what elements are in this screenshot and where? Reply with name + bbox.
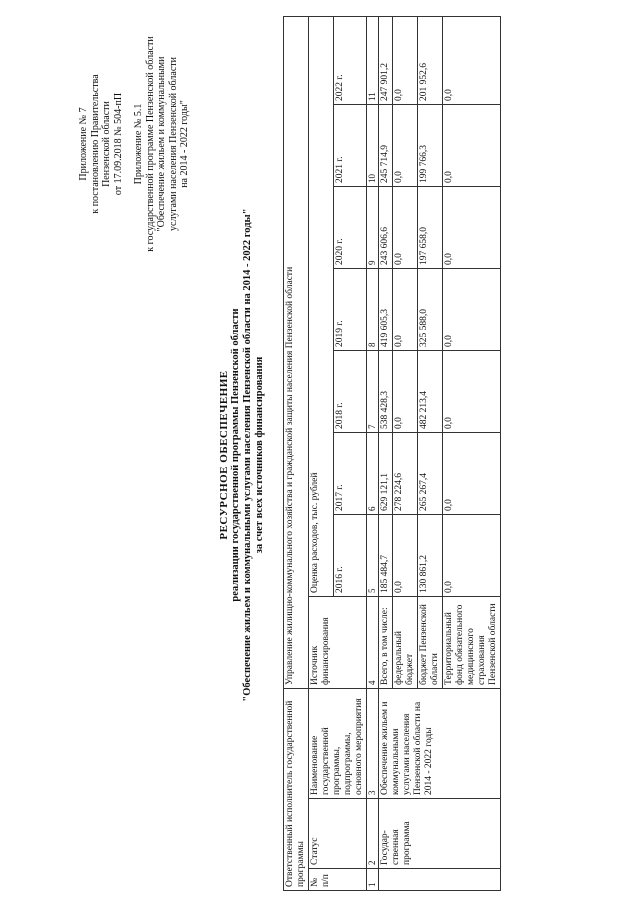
value-cell: 0,0: [393, 350, 418, 432]
value-cell: 201 952,6: [418, 16, 443, 104]
appendix-line: на 2014 - 2022 годы": [179, 100, 190, 188]
document-title: РЕСУРСНОЕ ОБЕСПЕЧЕНИЕ: [218, 370, 230, 540]
table-row: [379, 16, 393, 890]
year-header: 2019 г.: [334, 268, 367, 350]
year-header: 2022 г.: [334, 16, 367, 104]
col-number: 4: [367, 596, 379, 688]
value-cell: 0,0: [393, 514, 418, 596]
appendix-line: к государственной программе Пензенской области: [144, 36, 156, 252]
value-cell: 130 861,2: [418, 514, 443, 596]
col-number: 3: [367, 688, 379, 798]
col-header-source: Источник финансирования: [309, 596, 367, 688]
appendix-line: Приложение № 7: [78, 107, 89, 181]
value-cell: 247 901,2: [379, 16, 393, 104]
value-cell: 0,0: [443, 350, 501, 432]
value-cell: 0,0: [443, 104, 501, 186]
heading-line: за счет всех источников финансирования: [254, 356, 265, 554]
col-number: 9: [367, 186, 379, 268]
col-number: 8: [367, 268, 379, 350]
col-number: 10: [367, 104, 379, 186]
col-header-no: № п/п: [309, 869, 367, 891]
heading-line: реализации государственной программы Пензенской области: [230, 308, 241, 602]
col-number: 6: [367, 432, 379, 514]
value-cell: 0,0: [393, 16, 418, 104]
source-label: федеральный бюджет: [393, 596, 418, 688]
value-cell: 265 267,4: [418, 432, 443, 514]
appendix-line: Пензенской области: [101, 101, 112, 187]
col-header-status: Статус: [309, 799, 367, 869]
executor-label: Ответственный исполнитель государственной программы: [284, 688, 309, 890]
appendix-line: от 17.09.2018 № 504-пП: [112, 92, 124, 196]
source-label: Территориальный фонд обязательного медицинского страхования Пензенской области: [443, 596, 501, 688]
value-cell: 199 766,3: [418, 104, 443, 186]
value-cell: 0,0: [443, 514, 501, 596]
row-number-cell: [379, 869, 501, 891]
value-cell: 538 428,3: [379, 350, 393, 432]
executor-value: Управление жилищно-коммунального хозяйства и гражданской защиты населения Пензенской области: [284, 16, 309, 688]
appendix-line: Приложение № 5.1: [133, 103, 144, 185]
value-cell: 0,0: [443, 268, 501, 350]
col-number: 2: [367, 799, 379, 869]
value-cell: 325 588,0: [418, 268, 443, 350]
value-cell: 0,0: [443, 186, 501, 268]
col-number: 1: [367, 869, 379, 891]
resource-table: [283, 16, 501, 891]
appendix-line: "Обеспечение жильем и коммунальными: [156, 56, 167, 232]
col-number: 5: [367, 514, 379, 596]
col-number: 11: [367, 16, 379, 104]
status-cell: Государ-ственная программа: [379, 799, 501, 869]
year-header: 2020 г.: [334, 186, 367, 268]
col-header-name: Наименование государственной программы, подпрограммы, основного мероприятия: [309, 688, 367, 798]
value-cell: 0,0: [393, 104, 418, 186]
col-number: 7: [367, 350, 379, 432]
value-cell: 185 484,7: [379, 514, 393, 596]
year-header: 2018 г.: [334, 350, 367, 432]
value-cell: 0,0: [393, 186, 418, 268]
year-header: 2016 г.: [334, 514, 367, 596]
document-heading: [218, 125, 266, 785]
value-cell: 482 213,4: [418, 350, 443, 432]
heading-line: "Обеспечение жильем и коммунальными услугами населения Пензенской области на 2014 - 2022 годы": [242, 208, 253, 702]
value-cell: 0,0: [393, 268, 418, 350]
value-cell: 243 606,6: [379, 186, 393, 268]
value-cell: 419 605,3: [379, 268, 393, 350]
appendix-line: к постановлению Правительства: [89, 74, 101, 214]
value-cell: 278 224,6: [393, 432, 418, 514]
value-cell: 0,0: [443, 16, 501, 104]
program-name-cell: Обеспечение жильем и коммунальными услугами населения Пензенской области на 2014 - 2022 годы: [379, 688, 501, 798]
year-header: 2021 г.: [334, 104, 367, 186]
year-header: 2017 г.: [334, 432, 367, 514]
value-cell: 197 658,0: [418, 186, 443, 268]
value-cell: 245 714,9: [379, 104, 393, 186]
value-cell: 629 121,1: [379, 432, 393, 514]
col-header-expenses: Оценка расходов, тыс. рублей: [309, 16, 334, 596]
source-label: Всего, в том числе:: [379, 596, 393, 688]
appendix-block: [78, 29, 191, 259]
source-label: бюджет Пензенской области: [418, 596, 443, 688]
value-cell: 0,0: [443, 432, 501, 514]
appendix-line: услугами населения Пензенской области: [167, 57, 179, 231]
